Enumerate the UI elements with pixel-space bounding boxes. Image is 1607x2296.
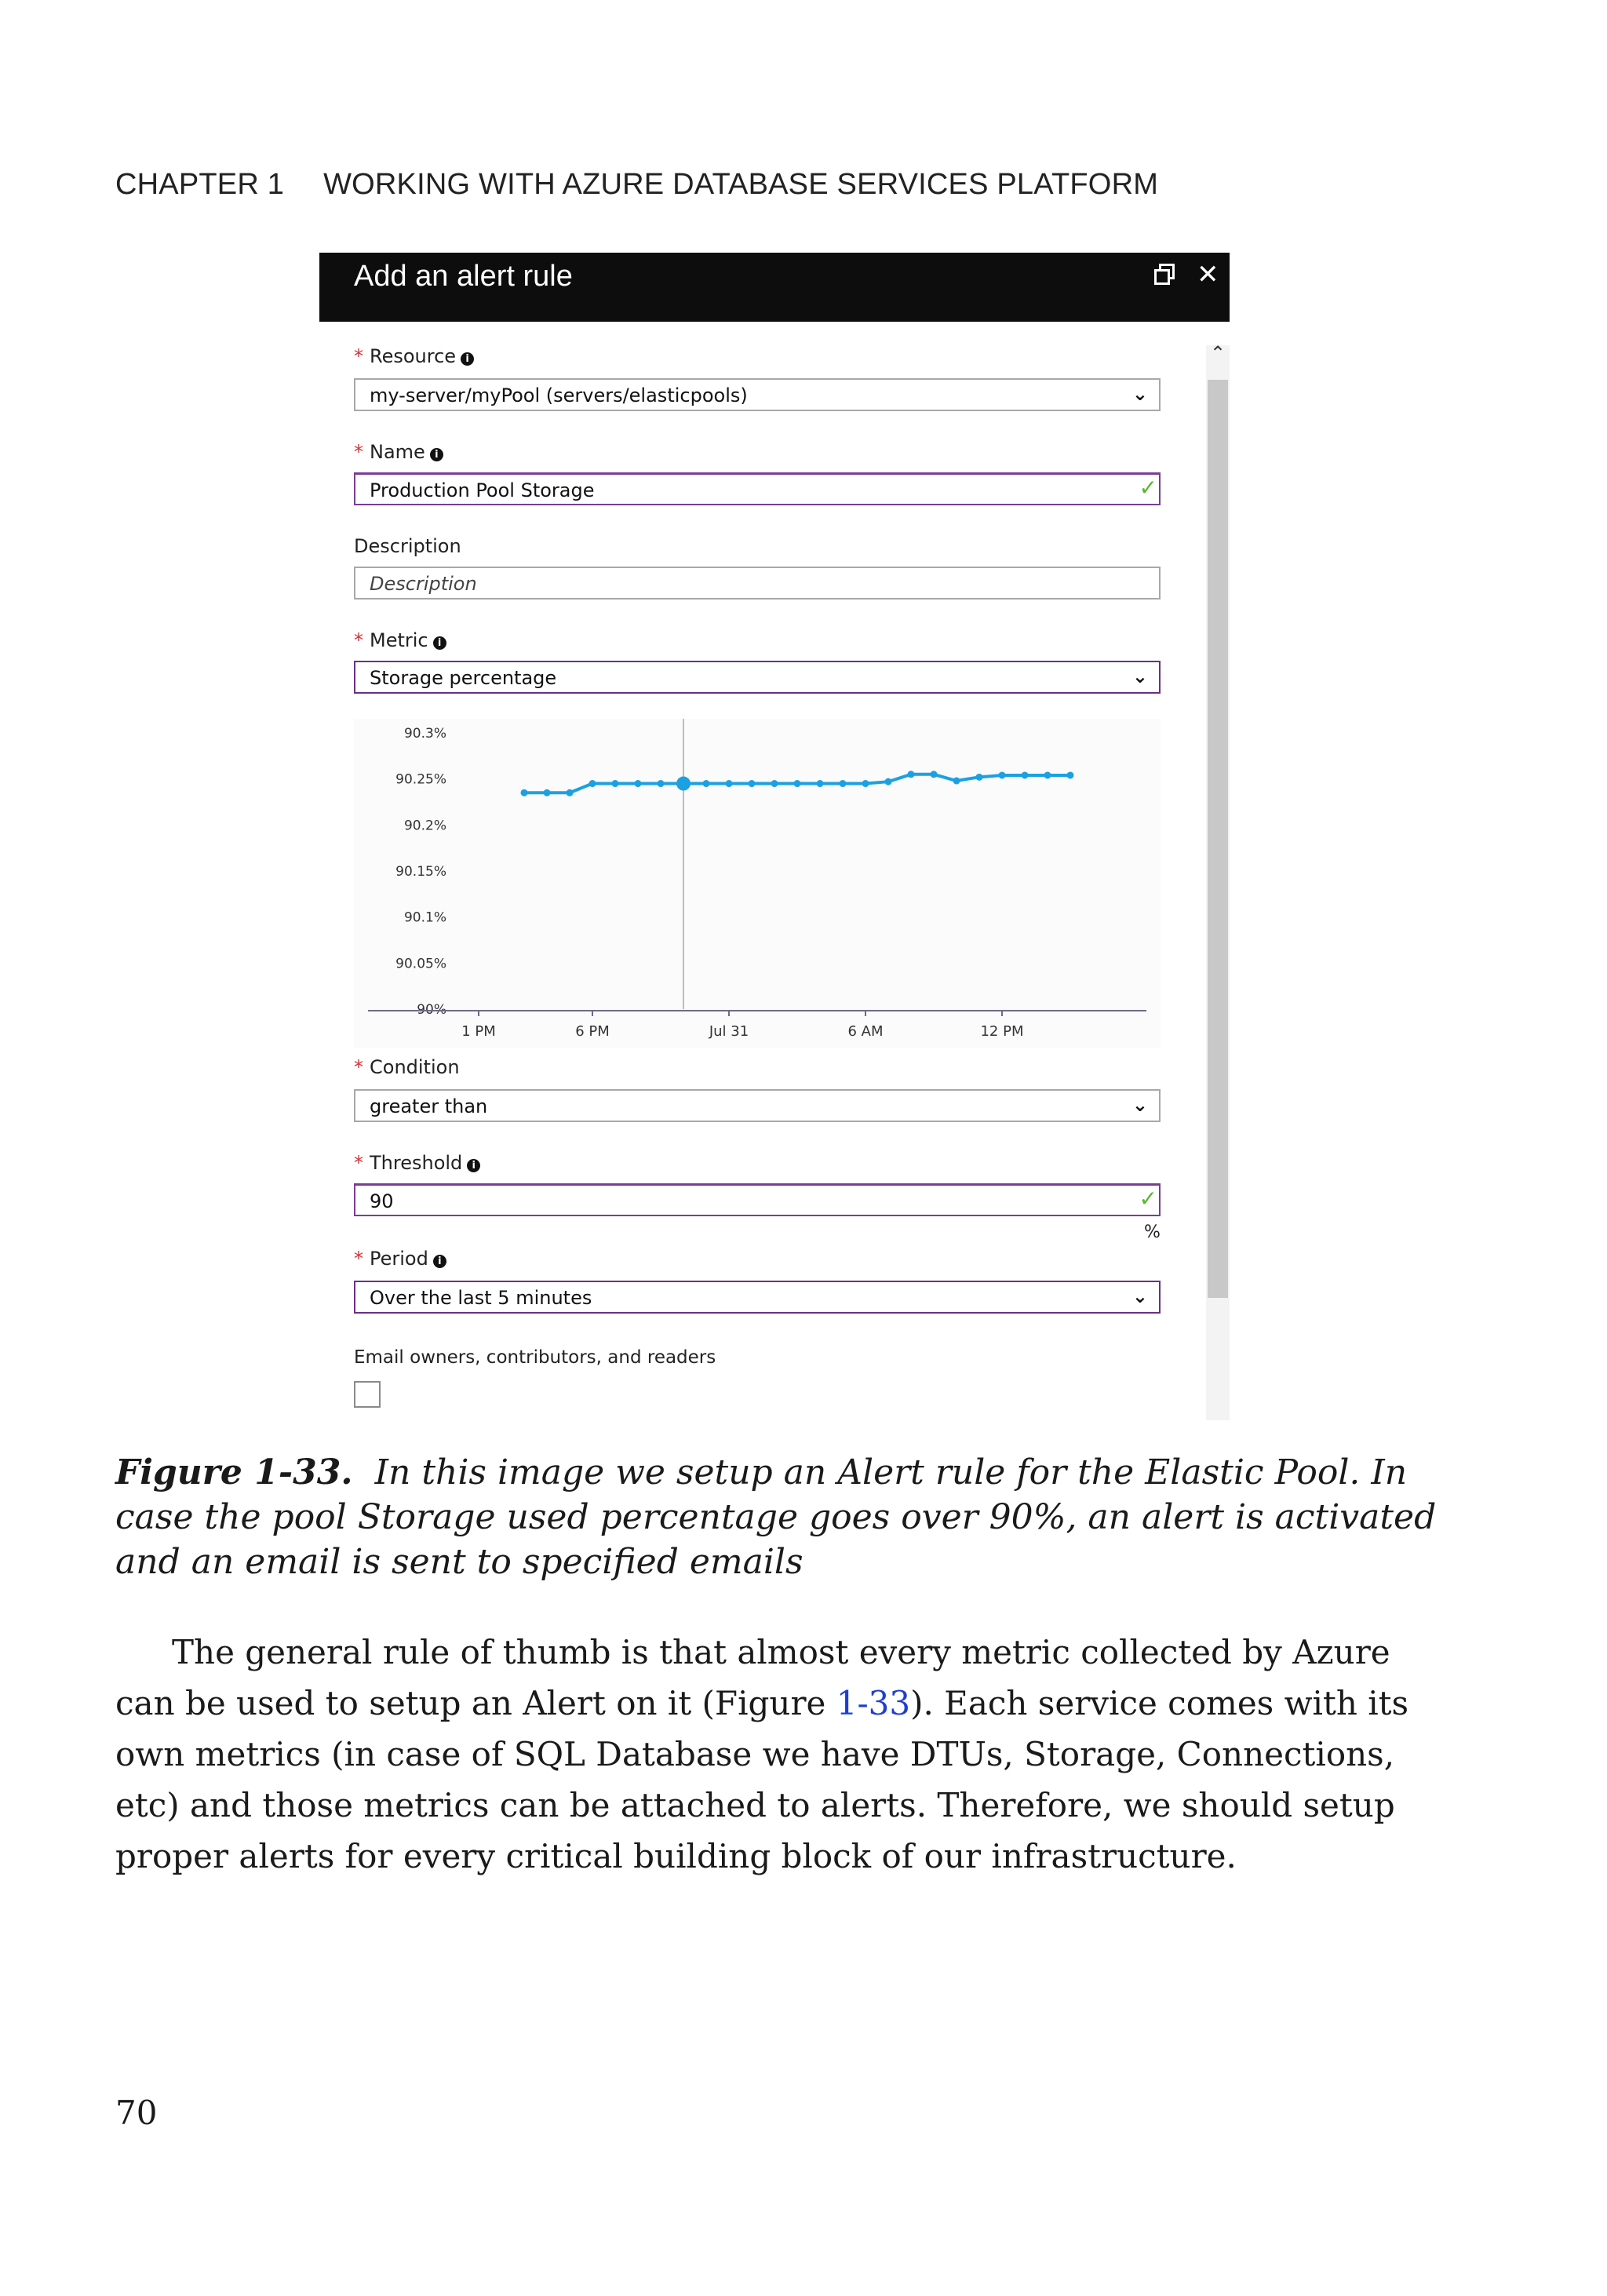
chevron-up-icon[interactable]: ⌃ xyxy=(1209,342,1226,364)
period-dropdown[interactable] xyxy=(354,1281,1161,1314)
name-input[interactable] xyxy=(354,472,1161,505)
data-point xyxy=(817,780,824,787)
resource-label: * Resource i xyxy=(354,345,474,367)
condition-value: greater than xyxy=(370,1095,488,1117)
data-point xyxy=(1044,771,1051,778)
data-point xyxy=(885,778,892,785)
data-point xyxy=(749,780,756,787)
restore-window-icon[interactable] xyxy=(1153,262,1173,282)
figure-link[interactable]: 1-33 xyxy=(836,1684,911,1722)
info-icon[interactable]: i xyxy=(430,448,443,461)
data-point xyxy=(612,780,619,787)
data-point xyxy=(1022,771,1029,778)
data-point xyxy=(1067,771,1074,778)
data-point xyxy=(999,771,1006,778)
name-value: Production Pool Storage xyxy=(370,479,595,501)
metric-label: * Metric i xyxy=(354,629,446,651)
y-tick-label: 90.05% xyxy=(395,956,446,972)
data-point xyxy=(703,780,710,787)
chapter-title: WORKING WITH AZURE DATABASE SERVICES PLATFORM xyxy=(323,168,1159,201)
data-point xyxy=(931,771,938,778)
description-label: Description xyxy=(354,535,461,557)
data-point xyxy=(658,780,665,787)
body-text-1: The general rule of thumb is that almost every metric collected by Azure can be used to setup an Alert on it (Figure xyxy=(115,1633,1390,1722)
required-marker: * xyxy=(354,1056,363,1078)
y-tick-label: 90.25% xyxy=(395,771,446,788)
info-icon[interactable]: i xyxy=(467,1159,480,1172)
required-marker: * xyxy=(354,345,363,367)
x-tick-label: 6 AM xyxy=(847,1023,884,1040)
scrollbar-thumb[interactable] xyxy=(1208,380,1228,1298)
chevron-down-icon: ⌄ xyxy=(1131,1094,1148,1116)
y-tick-label: 90.3% xyxy=(403,726,446,742)
threshold-value: 90 xyxy=(370,1190,394,1212)
condition-label: * Condition xyxy=(354,1056,460,1078)
data-point xyxy=(862,780,869,787)
x-tick-label: 1 PM xyxy=(461,1023,496,1040)
condition-dropdown[interactable] xyxy=(354,1089,1161,1122)
data-point xyxy=(567,789,574,796)
chevron-down-icon: ⌄ xyxy=(1131,383,1148,405)
period-value: Over the last 5 minutes xyxy=(370,1287,592,1309)
data-point xyxy=(840,780,847,787)
checkmark-icon: ✓ xyxy=(1139,475,1157,501)
x-tick-label: 12 PM xyxy=(980,1023,1024,1040)
metric-value: Storage percentage xyxy=(370,667,557,689)
required-marker: * xyxy=(354,1152,363,1174)
metric-chart xyxy=(354,719,1161,1048)
name-label: * Name i xyxy=(354,441,443,463)
data-point xyxy=(635,780,642,787)
data-point xyxy=(953,778,960,785)
data-point xyxy=(726,780,733,787)
required-marker: * xyxy=(354,1248,363,1270)
resource-value: my-server/myPool (servers/elasticpools) xyxy=(370,384,748,406)
body-paragraph xyxy=(115,1627,1449,1882)
chart-background xyxy=(354,719,1161,1048)
x-tick-label: 6 PM xyxy=(575,1023,610,1040)
data-point xyxy=(589,780,596,787)
chevron-down-icon: ⌄ xyxy=(1131,1285,1148,1307)
running-header xyxy=(115,168,1158,202)
blade-title: Add an alert rule xyxy=(354,260,573,293)
required-marker: * xyxy=(354,629,363,651)
body-text-2: ). Each service comes with its own metrics (in case of SQL Database we have DTUs, Storage, Connections, etc) and those metrics can be attached to alerts. Therefore, we should setup proper alerts for every critical building block of our infrastructure. xyxy=(115,1684,1409,1875)
info-icon[interactable]: i xyxy=(433,636,446,650)
data-point xyxy=(771,780,778,787)
required-marker: * xyxy=(354,441,363,463)
x-tick-label: Jul 31 xyxy=(709,1023,749,1040)
figure-caption xyxy=(115,1450,1449,1584)
chevron-down-icon: ⌄ xyxy=(1131,665,1148,687)
y-tick-label: 90% xyxy=(417,1002,446,1018)
add-alert-rule-blade xyxy=(319,253,1230,1420)
data-point xyxy=(544,789,551,796)
metric-dropdown[interactable] xyxy=(354,661,1161,694)
data-point xyxy=(908,771,915,778)
page-number: 70 xyxy=(115,2094,158,2132)
resource-dropdown[interactable] xyxy=(354,378,1161,411)
info-icon[interactable]: i xyxy=(433,1255,446,1268)
threshold-input[interactable] xyxy=(354,1183,1161,1216)
checkmark-icon: ✓ xyxy=(1139,1186,1157,1212)
close-icon[interactable]: ✕ xyxy=(1197,259,1219,290)
threshold-unit: % xyxy=(1144,1223,1161,1242)
data-point xyxy=(676,777,691,791)
y-tick-label: 90.1% xyxy=(403,909,446,926)
description-input[interactable] xyxy=(354,567,1161,600)
data-point xyxy=(794,780,801,787)
data-point xyxy=(521,789,528,796)
info-icon[interactable]: i xyxy=(461,352,474,366)
figure-number: Figure 1-33. xyxy=(115,1452,353,1492)
y-tick-label: 90.15% xyxy=(395,864,446,880)
email-label: Email owners, contributors, and readers xyxy=(354,1347,716,1368)
description-placeholder: Description xyxy=(370,573,477,595)
threshold-label: * Threshold i xyxy=(354,1152,480,1174)
metric-chart-svg xyxy=(354,719,1161,1048)
y-tick-label: 90.2% xyxy=(403,818,446,834)
email-checkbox[interactable] xyxy=(354,1381,381,1408)
data-point xyxy=(976,774,983,781)
blade-header xyxy=(319,253,1230,322)
figure-caption-text: In this image we setup an Alert rule for the Elastic Pool. In case the pool Storage used percentage goes over 90%, an alert is activated and an email is sent to specified emails xyxy=(115,1452,1437,1582)
chapter-number: CHAPTER 1 xyxy=(115,168,285,201)
period-label: * Period i xyxy=(354,1248,446,1270)
